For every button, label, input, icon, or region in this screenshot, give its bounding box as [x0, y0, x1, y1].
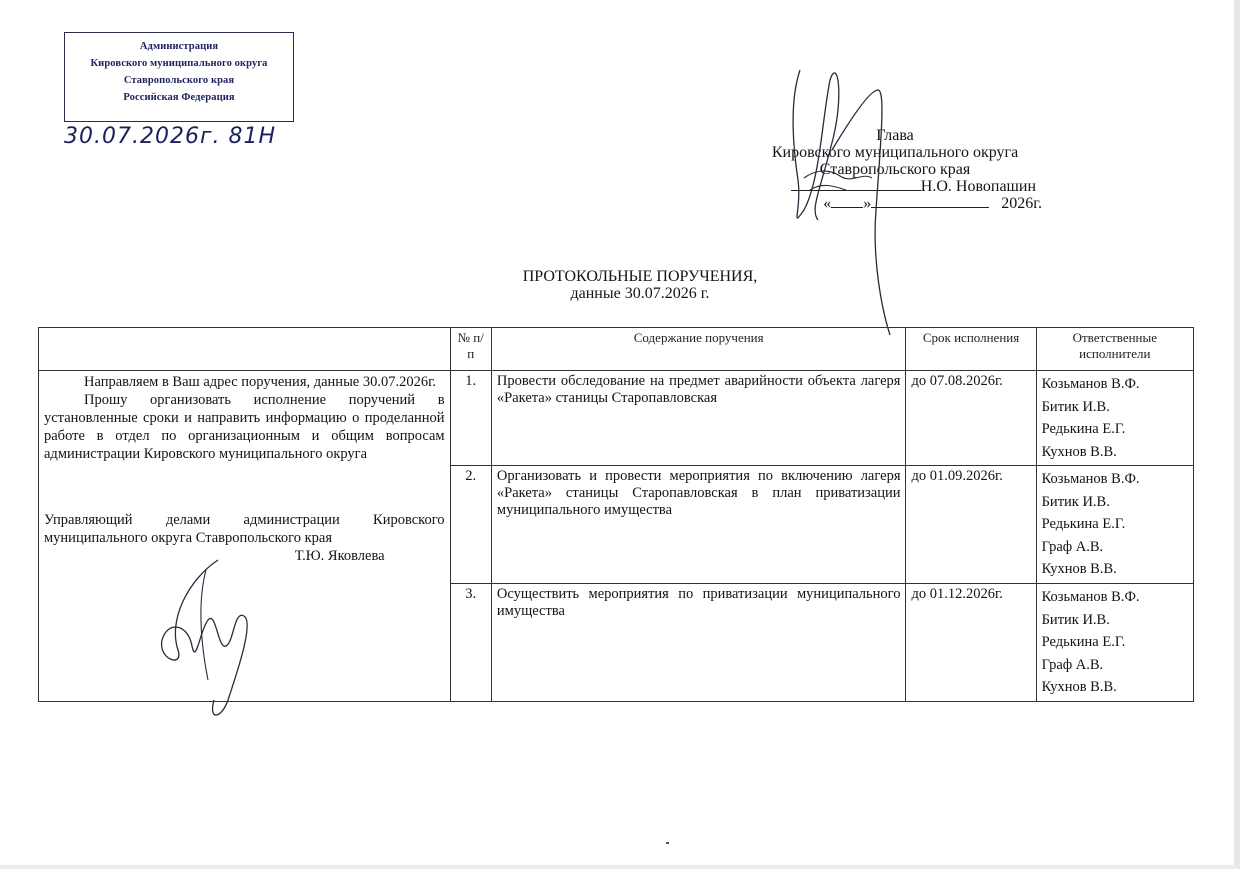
responsible-person: Граф А.В. — [1041, 538, 1104, 555]
responsible-person: Козьманов В.Ф. — [1041, 471, 1140, 487]
row-content: Организовать и провести мероприятия по включению лагеря «Ракета» станицы Старопавловская в план приватизации муниципального имущества — [491, 466, 906, 584]
title-line: ПРОТОКОЛЬНЫЕ ПОРУЧЕНИЯ, — [522, 268, 758, 285]
responsible-person: Битик И.В. — [1041, 398, 1110, 415]
responsible-person: Кухнов В.В. — [1041, 561, 1117, 577]
row-num: 1. — [450, 371, 491, 466]
header-empty — [39, 328, 451, 371]
table-row — [39, 371, 1194, 466]
approval-signature-row — [730, 178, 1060, 195]
row-responsible — [1036, 584, 1193, 702]
row-responsible — [1036, 371, 1193, 466]
stamp-line: Российская Федерация — [123, 92, 235, 103]
stamp-line: Администрация — [139, 41, 219, 52]
cover-letter-cell — [39, 371, 451, 702]
document-title — [380, 268, 900, 302]
table-header-row — [39, 328, 1194, 371]
approval-year: 2026г. — [1001, 195, 1042, 212]
date-close-quote: » — [863, 195, 872, 212]
row-term: до 01.12.2026г. — [906, 584, 1036, 702]
protocol-table — [38, 327, 1194, 702]
responsible-person: Кухнов В.В. — [1041, 679, 1117, 695]
row-term: до 07.08.2026г. — [906, 371, 1036, 466]
header-content: Содержание поручения — [491, 328, 906, 371]
header-term: Срок исполнения — [906, 328, 1036, 371]
cover-paragraph-1: Направляем в Ваш адрес поручения, данные 30.07.2026г. — [84, 374, 437, 390]
responsible-person: Битик И.В. — [1041, 611, 1110, 628]
row-num: 2. — [450, 466, 491, 584]
row-responsible — [1036, 466, 1193, 584]
date-open-quote: « — [823, 195, 832, 212]
approval-position: Глава — [876, 127, 914, 144]
responsible-person: Редькина Е.Г. — [1041, 421, 1126, 437]
approval-date-row — [730, 195, 1060, 212]
handwritten-registration: 30.07.2026г. 81Н — [64, 124, 277, 149]
row-content: Осуществить мероприятия по приватизации муниципального имущества — [491, 584, 906, 702]
approval-org-line2: Ставропольского края — [819, 161, 971, 178]
cover-sign-name: Т.Ю. Яковлева — [294, 548, 385, 564]
approval-org-line1: Кировского муниципального округа — [771, 144, 1019, 161]
header-num: № п/п — [450, 328, 491, 371]
responsible-person: Редькина Е.Г. — [1041, 634, 1126, 650]
registration-stamp — [64, 32, 294, 122]
stamp-line: Ставропольского края — [123, 75, 235, 86]
responsible-person: Козьманов В.Ф. — [1041, 589, 1140, 605]
responsible-person: Битик И.В. — [1041, 493, 1110, 510]
month-underline — [871, 195, 989, 208]
responsible-person: Козьманов В.Ф. — [1041, 376, 1140, 392]
row-term: до 01.09.2026г. — [906, 466, 1036, 584]
subtitle-line: данные 30.07.2026 г. — [570, 285, 710, 302]
responsible-person: Кухнов В.В. — [1041, 443, 1117, 460]
stamp-line: Кировского муниципального округа — [90, 58, 268, 69]
cover-sign-title: Управляющий делами администрации Кировского муниципального округа Ставропольского края — [44, 512, 445, 546]
row-num: 3. — [450, 584, 491, 702]
approval-signatory: Н.О. Новопашин — [920, 178, 1036, 195]
responsible-person: Редькина Е.Г. — [1041, 516, 1126, 532]
approval-block — [730, 127, 1060, 212]
day-underline — [831, 195, 863, 208]
signature-underline — [791, 178, 921, 191]
row-content: Провести обследование на предмет аварийности объекта лагеря «Ракета» станицы Старопавловская — [491, 371, 906, 466]
scan-speck — [666, 842, 669, 844]
responsible-person: Граф А.В. — [1041, 656, 1104, 673]
header-responsible: Ответственные исполнители — [1036, 328, 1193, 371]
cover-paragraph-2: Прошу организовать исполнение поручений в установленные сроки и направить информацию о проделанной работе в отдел по организационным и общим вопросам администрации Кировского муниципального округа — [44, 392, 445, 462]
